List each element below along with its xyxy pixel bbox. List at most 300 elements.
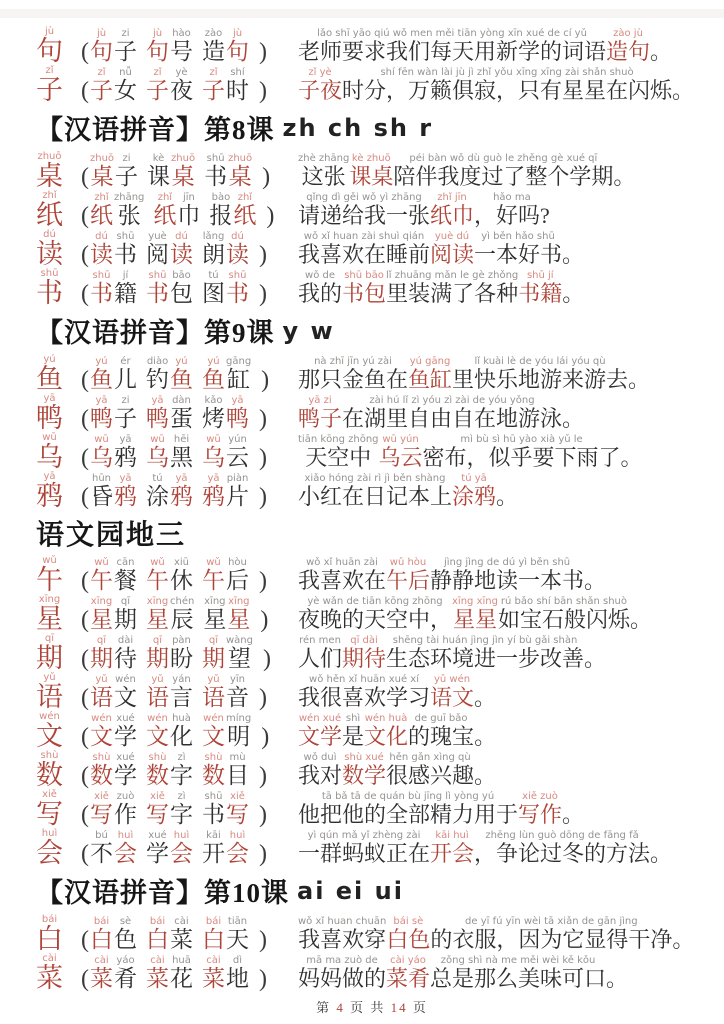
hanzi: 书籍 — [518, 281, 563, 306]
section-title: 【汉语拼音】第8课 — [36, 115, 275, 145]
char-with-pinyin — [114, 356, 137, 393]
pinyin: jí — [122, 270, 129, 281]
pinyin: xiě — [94, 791, 109, 802]
char-with-pinyin — [114, 752, 137, 789]
word-group — [80, 356, 298, 393]
pinyin: shēng tài huán jìng jìn yí bù gǎi shàn — [392, 635, 578, 646]
word — [202, 473, 250, 510]
hanzi: 蛋 — [170, 406, 193, 431]
hanzi: 星 — [36, 604, 63, 634]
hanzi: 语 — [146, 685, 169, 710]
example-sentence — [298, 557, 708, 594]
char-with-pinyin — [170, 231, 193, 268]
pinyin: tā bǎ tā de quán bù jīng lì yòng yú — [321, 791, 495, 802]
pinyin: bái — [41, 914, 58, 925]
sentence-seg — [342, 395, 562, 432]
hanzi: 这张 — [301, 164, 346, 189]
word — [90, 635, 138, 672]
sentence-seg — [518, 791, 562, 828]
hanzi: 一群蚂蚁正在 — [298, 841, 431, 866]
sentence-seg — [298, 395, 342, 432]
sentence-seg — [498, 596, 630, 633]
pinyin: rú bǎo shí bān shǎn shuò — [500, 596, 628, 607]
example-sentence — [298, 192, 708, 229]
hanzi: 。 — [672, 78, 695, 103]
pinyin: huā — [172, 955, 191, 966]
hanzi: 句 — [36, 36, 63, 66]
char-with-pinyin — [202, 791, 225, 828]
char-with-pinyin — [90, 270, 113, 307]
pinyin: lǐ kuài lè de yóu lái yóu qù — [474, 356, 606, 367]
hanzi: 静静地读一本书 — [430, 568, 585, 593]
hanzi: 。 — [628, 367, 651, 392]
hanzi: 黑 — [170, 445, 193, 470]
pinyin: xué — [116, 713, 135, 724]
sentence-seg — [562, 791, 584, 828]
pinyin: zi — [121, 28, 130, 39]
word — [204, 153, 253, 190]
word-group — [80, 752, 298, 789]
sentence-seg — [562, 231, 584, 268]
word — [147, 153, 196, 190]
footer-text: 页 — [407, 1000, 428, 1015]
sentence-seg — [342, 635, 386, 672]
hanzi: 鸦 — [114, 445, 137, 470]
sentence-seg — [430, 192, 474, 229]
hanzi: 星 — [203, 607, 227, 632]
entry-row — [36, 828, 708, 867]
pinyin: mù — [229, 752, 246, 763]
example-sentence — [298, 356, 708, 393]
pinyin: yā zi — [308, 395, 332, 406]
char-with-pinyin — [202, 830, 225, 867]
entry-row — [36, 672, 708, 711]
char-with-pinyin — [90, 231, 113, 268]
pinyin: lǎng — [202, 231, 225, 242]
close-paren: ) — [259, 684, 267, 711]
hanzi: 句 — [146, 39, 169, 64]
word-group — [80, 955, 298, 992]
hanzi: 期 — [202, 646, 225, 671]
sentence-seg — [606, 28, 650, 65]
entry-row — [36, 914, 708, 953]
pinyin: tiān — [227, 916, 248, 927]
head-char-with-pinyin — [36, 594, 63, 633]
hanzi: 很感兴趣 — [386, 763, 475, 788]
hanzi: 子 — [146, 78, 169, 103]
sentence-seg — [650, 28, 672, 65]
hanzi: 会 — [226, 841, 249, 866]
pinyin: xīng — [204, 596, 226, 607]
example-sentence — [298, 473, 708, 510]
pinyin: wǔ — [94, 557, 109, 568]
head-char-with-pinyin — [36, 432, 63, 471]
open-paren: ( — [81, 202, 89, 229]
pinyin — [593, 557, 596, 568]
sentence-seg — [474, 752, 496, 789]
char-with-pinyin — [146, 635, 169, 672]
hanzi: 文 — [202, 724, 225, 749]
char-with-pinyin — [226, 434, 249, 471]
head-char-with-pinyin — [36, 229, 63, 268]
sentence-seg — [672, 67, 694, 104]
char-with-pinyin — [146, 434, 169, 471]
pinyin: yǔ wén — [433, 674, 471, 685]
hanzi: 午 — [90, 568, 113, 593]
char-with-pinyin — [170, 830, 193, 867]
pinyin: jìng jìng de dú yì běn shū — [443, 557, 571, 568]
open-paren: ( — [81, 241, 89, 268]
pinyin: yā — [43, 393, 56, 404]
hanzi: 。 — [613, 164, 636, 189]
word — [202, 635, 254, 672]
hanzi: 菜 — [90, 966, 113, 991]
pinyin: chén — [170, 596, 195, 607]
hanzi: 目 — [226, 763, 249, 788]
char-with-pinyin — [90, 674, 113, 711]
hanzi: 造 — [202, 39, 225, 64]
pinyin: yā — [231, 395, 244, 406]
hanzi: 乌 — [36, 442, 63, 472]
head-char-with-pinyin — [36, 672, 63, 711]
pinyin: shū — [228, 270, 247, 281]
pinyin — [593, 635, 596, 646]
char-with-pinyin — [177, 192, 200, 229]
word-group — [80, 791, 298, 828]
char-with-pinyin — [226, 28, 249, 65]
hanzi: 生态环境进一步改善 — [386, 646, 585, 671]
hanzi: 缸 — [227, 367, 251, 392]
hanzi: 写 — [146, 802, 169, 827]
close-paren: ) — [259, 567, 267, 594]
example-sentence — [298, 596, 708, 633]
hanzi: 巾 — [177, 203, 201, 228]
hanzi: 桌 — [171, 164, 195, 189]
sentence-seg — [342, 67, 672, 104]
head-character — [36, 555, 80, 594]
pinyin: shù xué — [344, 752, 384, 763]
word — [202, 674, 250, 711]
hanzi: 课桌 — [349, 164, 394, 189]
hanzi: 子 — [115, 164, 139, 189]
hanzi: 休 — [170, 568, 193, 593]
head-char-with-pinyin — [36, 65, 63, 104]
word-group — [80, 674, 298, 711]
sentence-seg — [518, 270, 562, 307]
hanzi: 文 — [36, 721, 63, 751]
pinyin: yú — [43, 354, 56, 365]
head-character — [36, 354, 80, 393]
pinyin: hào — [172, 28, 191, 39]
sentence-seg — [613, 153, 635, 190]
pinyin: kǎo — [204, 395, 223, 406]
hanzi: 读 — [226, 242, 249, 267]
example-sentence — [298, 635, 708, 672]
char-with-pinyin — [170, 395, 193, 432]
pinyin: huì — [41, 828, 58, 839]
pinyin: xīng — [90, 596, 113, 607]
pinyin: cān — [116, 557, 135, 568]
char-with-pinyin — [114, 28, 137, 65]
word — [146, 473, 194, 510]
word — [202, 791, 250, 828]
entry-row — [36, 594, 708, 633]
pinyin: lǎo shī yāo qiú wǒ men měi tiān yòng xīn xué de cí yǔ — [317, 28, 587, 39]
pinyin: shū — [116, 231, 135, 242]
hanzi: 。 — [650, 841, 673, 866]
hanzi: 明 — [227, 724, 251, 749]
pinyin: jù — [232, 28, 243, 39]
hanzi: 文 — [146, 724, 169, 749]
hanzi: 菜 — [202, 966, 225, 991]
pinyin: yú — [207, 356, 220, 367]
word-group — [80, 713, 298, 750]
sentence-seg — [349, 153, 393, 190]
word — [146, 791, 194, 828]
pinyin: yā — [95, 395, 108, 406]
head-char-with-pinyin — [36, 750, 63, 789]
char-with-pinyin — [146, 674, 169, 711]
hanzi: 。 — [474, 763, 497, 788]
pinyin: wǔ — [42, 555, 57, 566]
sentence-seg — [584, 635, 606, 672]
char-with-pinyin — [90, 830, 113, 867]
hanzi: 烤 — [202, 406, 225, 431]
sentence-seg — [430, 557, 584, 594]
sentence-seg — [298, 752, 342, 789]
hanzi: 午 — [36, 565, 63, 595]
hanzi: 纸 — [36, 200, 63, 230]
char-with-pinyin — [226, 557, 249, 594]
pinyin: zǒng shì nà me měi wèi kě kǒu — [440, 955, 596, 966]
hanzi: 鸦 — [202, 484, 225, 509]
char-with-pinyin — [202, 713, 225, 750]
word — [90, 67, 138, 104]
char-with-pinyin — [146, 557, 169, 594]
hanzi: 鱼缸 — [408, 367, 453, 392]
entry-row — [36, 354, 708, 393]
hanzi: 菜 — [146, 966, 169, 991]
pinyin: wǔ — [150, 557, 165, 568]
char-with-pinyin — [202, 231, 225, 268]
sentence-seg — [393, 153, 613, 190]
char-with-pinyin — [153, 192, 176, 229]
open-paren: ( — [81, 567, 89, 594]
hanzi: 鸦 — [170, 484, 193, 509]
word — [146, 67, 194, 104]
pinyin: yā — [119, 434, 132, 445]
example-sentence — [298, 434, 708, 471]
head-char-with-pinyin — [36, 190, 63, 229]
hanzi: 学 — [146, 841, 169, 866]
entry-row — [36, 711, 708, 750]
head-character — [36, 633, 80, 672]
hanzi: 学 — [114, 763, 137, 788]
hanzi: 会 — [114, 841, 137, 866]
sentence-seg — [423, 434, 621, 471]
head-char-with-pinyin — [36, 151, 63, 190]
pinyin: dú — [95, 231, 108, 242]
pinyin — [659, 28, 662, 39]
hanzi: 我的 — [298, 281, 343, 306]
pinyin: diào — [146, 356, 169, 367]
sentence-seg — [298, 713, 342, 750]
pinyin: dú — [175, 231, 188, 242]
pinyin: wén huà — [364, 713, 408, 724]
hanzi: 言 — [170, 685, 193, 710]
char-with-pinyin — [90, 395, 113, 432]
pinyin — [571, 395, 574, 406]
hanzi: 桌 — [36, 161, 63, 191]
hanzi: 。 — [620, 445, 643, 470]
pinyin: shí fēn wàn lài jù jì zhǐ yǒu xīng xīng zài shǎn shuò — [380, 67, 634, 78]
word — [90, 192, 145, 229]
pinyin: yǔ — [43, 672, 56, 683]
char-with-pinyin — [146, 596, 169, 633]
head-character — [36, 26, 80, 65]
pinyin: hēi — [173, 434, 190, 445]
word — [90, 434, 138, 471]
char-with-pinyin — [146, 395, 169, 432]
head-character — [36, 65, 80, 104]
pinyin: jù — [152, 28, 163, 39]
word — [90, 28, 138, 65]
hanzi: 化 — [170, 724, 193, 749]
pinyin: yǔ — [207, 674, 220, 685]
head-character — [36, 953, 80, 992]
close-paren: ) — [259, 965, 267, 992]
hanzi: 小红在日记本上 — [298, 484, 453, 509]
hanzi: 写 — [36, 799, 63, 829]
pinyin: wén xué — [298, 713, 342, 724]
example-sentence — [298, 674, 708, 711]
char-with-pinyin — [90, 192, 113, 229]
hanzi: 菜 — [36, 963, 63, 993]
hanzi: 子 — [114, 406, 137, 431]
open-paren: ( — [81, 366, 89, 393]
sentence-seg — [430, 830, 474, 867]
char-with-pinyin — [203, 596, 226, 633]
sentence-seg — [474, 674, 496, 711]
hanzi: 纸巾 — [430, 203, 475, 228]
hanzi: 星星 — [452, 607, 497, 632]
hanzi: 不 — [90, 841, 113, 866]
hanzi: 。 — [474, 724, 497, 749]
hanzi: 鱼 — [170, 367, 193, 392]
char-with-pinyin — [146, 231, 169, 268]
char-with-pinyin — [114, 67, 137, 104]
example-sentence — [298, 713, 708, 750]
sentence-seg — [630, 596, 652, 633]
char-with-pinyin — [114, 270, 137, 307]
hanzi: 期 — [36, 643, 63, 673]
page-number: 4 — [336, 1000, 345, 1015]
hanzi: 书 — [226, 281, 249, 306]
sentence-seg — [342, 752, 386, 789]
open-paren: ( — [81, 483, 89, 510]
hanzi: 儿 — [114, 367, 137, 392]
sentence-seg — [408, 356, 452, 393]
hanzi: 期 — [90, 646, 113, 671]
sentence-seg — [298, 356, 408, 393]
pinyin: tú — [152, 473, 163, 484]
word — [146, 356, 194, 393]
pinyin: jīn — [182, 192, 195, 203]
word — [153, 192, 201, 229]
char-with-pinyin — [90, 955, 113, 992]
pinyin: zhuō — [228, 153, 253, 164]
hanzi: 句 — [90, 39, 113, 64]
sentence-seg — [408, 713, 474, 750]
word — [146, 557, 194, 594]
word-group — [80, 67, 298, 104]
pinyin: zǐ — [209, 67, 218, 78]
close-paren: ) — [261, 366, 270, 393]
hanzi: 鸦 — [36, 481, 63, 511]
hanzi: 期 — [146, 646, 169, 671]
close-paren: ) — [259, 926, 267, 953]
pinyin: rén men — [299, 635, 341, 646]
pinyin: mā ma zuò de — [306, 955, 378, 966]
hanzi: 会 — [36, 838, 63, 868]
char-with-pinyin — [114, 596, 137, 633]
hanzi: 桌 — [90, 164, 114, 189]
pinyin: hòu — [228, 557, 247, 568]
pinyin: zài hú lǐ zì yóu zì zài de yóu yǒng — [369, 395, 535, 406]
pinyin: de guī bǎo — [414, 713, 468, 724]
char-with-pinyin — [226, 752, 249, 789]
pinyin: bái sè — [393, 916, 424, 927]
pinyin: xīng — [146, 596, 169, 607]
entry-row — [36, 65, 708, 104]
hanzi: 是 — [342, 724, 365, 749]
pinyin: nǚ — [119, 67, 132, 78]
example-sentence — [298, 67, 708, 104]
hanzi: 期 — [114, 607, 137, 632]
word — [90, 473, 138, 510]
hanzi: 阅 — [146, 242, 169, 267]
sentence-seg — [430, 231, 474, 268]
open-paren: ( — [81, 684, 89, 711]
word-group — [80, 270, 298, 307]
section-title-latin: ai ei ui — [297, 876, 404, 905]
char-with-pinyin — [170, 596, 194, 633]
sentence-seg — [452, 356, 628, 393]
pinyin: wū yún — [382, 434, 419, 445]
char-with-pinyin — [226, 356, 251, 393]
open-paren: ( — [81, 723, 89, 750]
head-character — [36, 229, 80, 268]
sentence-seg — [430, 916, 672, 953]
hanzi: 鸭 — [146, 406, 169, 431]
hanzi: 书 — [36, 278, 63, 308]
pinyin: shū — [204, 791, 223, 802]
example-sentence — [298, 752, 708, 789]
hanzi: 地 — [226, 966, 249, 991]
pinyin: yā — [119, 473, 132, 484]
word — [202, 955, 250, 992]
char-with-pinyin — [114, 557, 137, 594]
pinyin: de yī fú yīn wèi tā xiǎn de gān jìng — [465, 916, 638, 927]
pinyin: zǐ yè — [308, 67, 332, 78]
example-sentence — [298, 231, 708, 268]
head-char-with-pinyin — [36, 354, 63, 393]
head-char-with-pinyin — [36, 555, 63, 594]
close-paren: ) — [259, 405, 267, 432]
section-header — [36, 104, 708, 151]
hanzi: 。 — [584, 568, 607, 593]
hanzi: 子 — [114, 39, 137, 64]
